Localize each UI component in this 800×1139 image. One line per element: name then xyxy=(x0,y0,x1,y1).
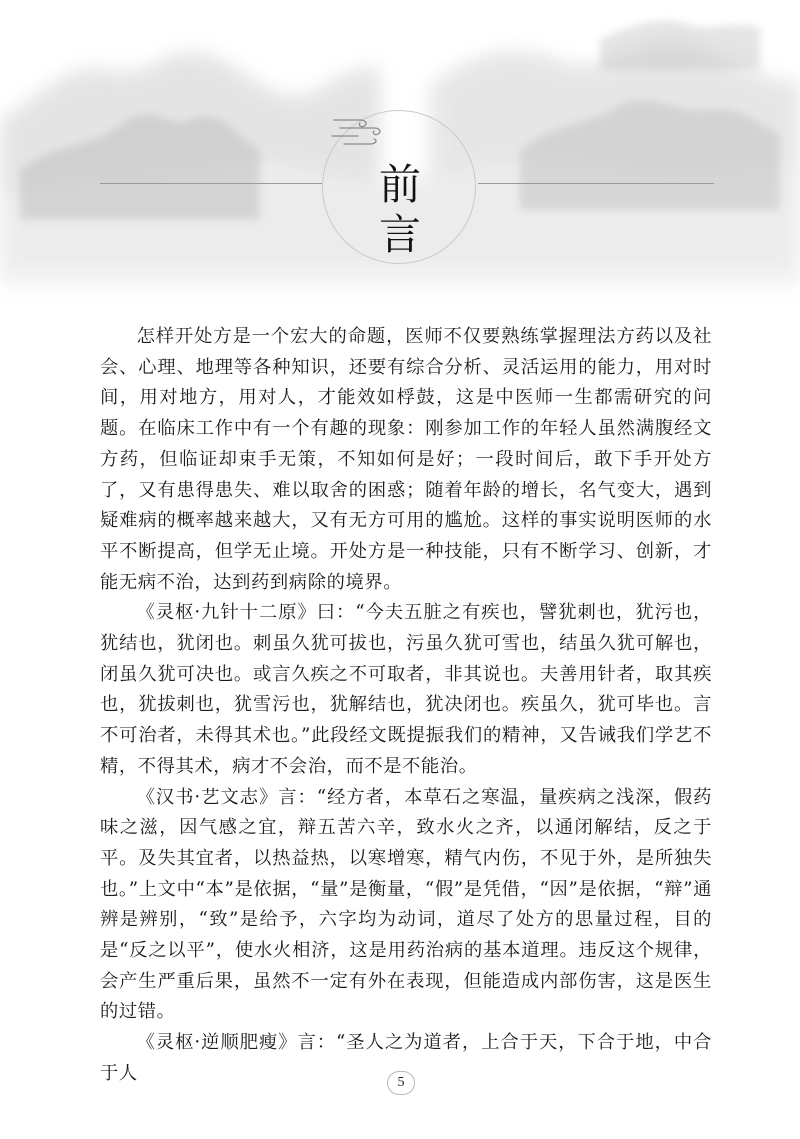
title-rule-right xyxy=(478,183,714,184)
title-rule-left xyxy=(100,183,322,184)
paragraph: 怎样开处方是一个宏大的命题，医师不仅要熟练掌握理法方药以及社会、心理、地理等各种知识，还要有综合分析、灵活运用的能力，用对时间，用对地方，用对人，才能效如桴鼓，这是中医师一生都需研究的问题。在临床工作中有一个有趣的现象：刚参加工作的年轻人虽然满腹经文方药，但临证却束手无策，不知如何是好；一段时间后，敢下手开处方了，又有患得患失、难以取舍的困惑；随着年龄的增长，名气变大，遇到疑难病的概率越来越大，又有无方可用的尴尬。这样的事实说明医师的水平不断提高，但学无止境。开处方是一种技能，只有不断学习、创新，才能无病不治，达到药到病除的境界。 xyxy=(100,326,712,593)
auspicious-cloud-icon xyxy=(330,114,390,150)
preface-body xyxy=(100,322,712,1090)
page-title: 前言 xyxy=(378,160,453,259)
paragraph: 《灵枢·逆顺肥瘦》言：“圣人之为道者，上合于天，下合于地，中合于人 xyxy=(100,1032,712,1084)
paragraph: 《汉书·艺文志》言：“经方者，本草石之寒温，量疾病之浅深，假药味之滋，因气感之宜，辩五苦六辛，致水火之齐，以通闭解结，反之于平。及失其宜者，以热益热，以寒增寒，精气内伤，不见于外，是所独失也。”上文中“本”是依据，“量”是衡量，“假”是凭借，“因”是依据，“辩”通辨是辨别，“致”是给予，六字均为动词，道尽了处方的思量过程，目的是“反之以平”，使水火相济，这是用药治病的基本道理。违反这个规律，会产生严重后果，虽然不一定有外在表现，但能造成内部伤害，这是医生的过错。 xyxy=(100,786,712,1023)
page-number-badge: 5 xyxy=(387,1071,415,1095)
paragraph: 《灵枢·九针十二原》曰：“今夫五脏之有疾也，譬犹刺也，犹污也，犹结也，犹闭也。刺虽久犹可拔也，污虽久犹可雪也，结虽久犹可解也，闭虽久犹可决也。或言久疾之不可取者，非其说也。夫善用针者，取其疾也，犹拔刺也，犹雪污也，犹解结也，犹决闭也。疾虽久，犹可毕也。言不可治者，未得其术也。”此段经文既提振我们的精神，又告诫我们学艺不精，不得其术，病才不会治，而不是不能治。 xyxy=(100,602,712,777)
